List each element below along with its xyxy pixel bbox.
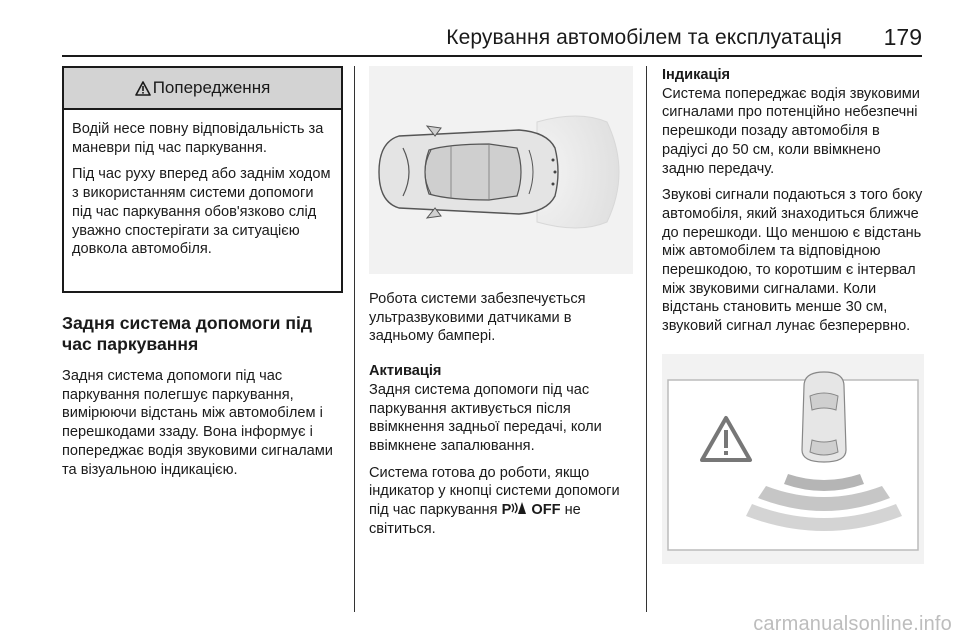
column-divider-2	[646, 66, 647, 612]
page-header	[0, 0, 960, 56]
warning-box	[62, 66, 343, 293]
sound-text: Звукові сигнали подаються з того боку автомобіля, який знаходиться ближче до перешкоди. Що меншою є відстань між автомобілем та відповідною перешкодою, то коротшим є інтервал між звуковими сигналами. Коли відстань становить менше 30 см, звуковий сигнал лунає безперервно.	[662, 187, 923, 335]
section-title: Задня система допомоги під час паркування	[62, 313, 313, 354]
car-sensor-illustration	[369, 66, 633, 274]
column-1	[62, 66, 343, 479]
activation-title: Активація	[369, 363, 442, 380]
ready-text	[369, 464, 633, 539]
warning-paragraph-1: Водій несе повну відповідальність за маневри під час паркування.	[72, 121, 324, 156]
ready-text-before: Система готова до роботи, якщо індикатор у кнопці системи допомоги під час паркування	[369, 464, 620, 519]
button-off-label: OFF	[531, 502, 561, 519]
page-header-title: Керування автомобілем та експлуатація	[446, 26, 842, 49]
display-screen-icon	[662, 354, 924, 564]
header-rule	[62, 55, 922, 57]
warning-triangle-icon	[135, 81, 151, 96]
car-top-view-icon	[369, 66, 633, 274]
warning-paragraph-2: Під час руху вперед або заднім ходом з використанням системи допомоги під час паркування обов'язково слід уважно спостерігати за ситуацією довкола автомобіля.	[72, 166, 331, 258]
page-number: 179	[883, 24, 922, 50]
watermark: carmanualsonline.info	[753, 613, 952, 635]
warning-header	[64, 68, 341, 110]
activation-text: Задня система допомоги під час паркування активується після ввімкнення задньої передачі, коли ввімкнене запалювання.	[369, 381, 602, 454]
ready-text-after: не світиться.	[369, 502, 581, 537]
warning-title: Попередження	[152, 78, 271, 97]
section-intro: Задня система допомоги під час паркування полегшує паркування, вимірюючи відстань між автомобілем і перешкодами ззаду. Вона інформує і попереджає водія звуковими сигналами та візуальною індикацією.	[62, 368, 333, 478]
column-divider-1	[354, 66, 355, 612]
indication-text: Система попереджає водія звуковими сигналами про потенційно небезпечні перешкоди позаду автомобіля в радіусі до 50 см, коли ввімкнено задню передачу.	[662, 85, 920, 177]
indication-title: Індикація	[662, 67, 731, 83]
column-2	[369, 66, 633, 538]
figure-caption: Робота системи забезпечується ультразвуковими датчиками в задньому бампері.	[369, 291, 586, 345]
park-assist-symbol: P	[501, 502, 512, 519]
park-assist-display-illustration	[662, 354, 924, 564]
park-assist-button-icon	[502, 502, 528, 518]
column-3	[662, 66, 924, 564]
